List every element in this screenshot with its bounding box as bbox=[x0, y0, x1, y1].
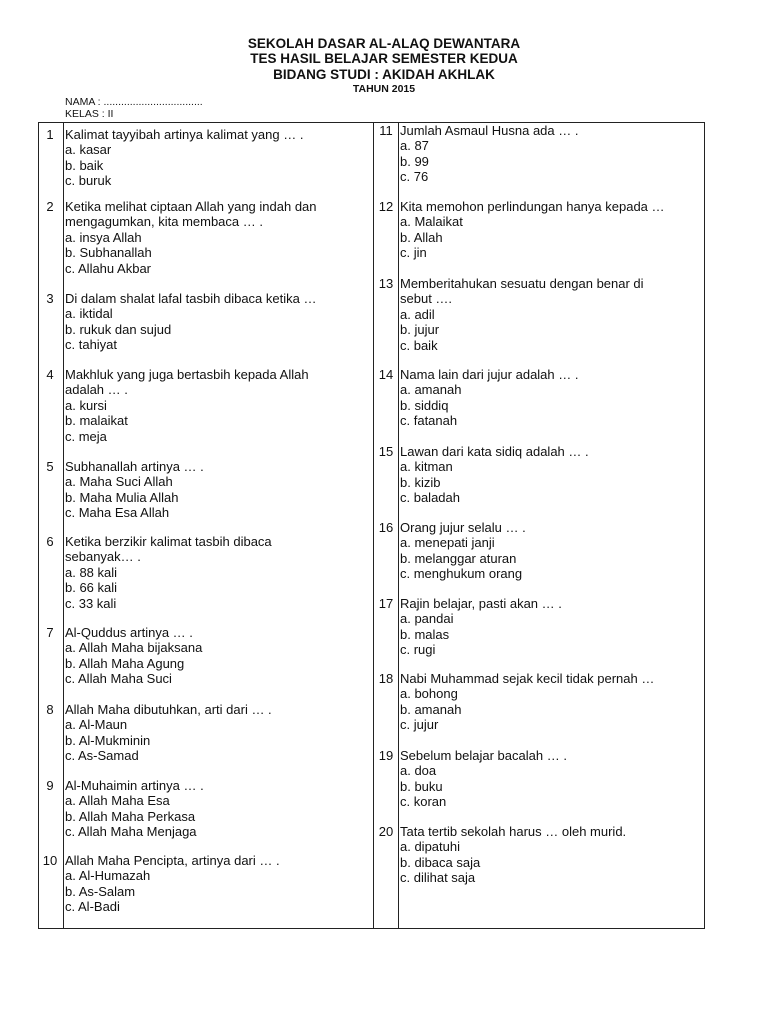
answer-option: b. malaikat bbox=[65, 413, 128, 429]
question-number: 17 bbox=[378, 596, 394, 611]
question-number: 20 bbox=[378, 824, 394, 839]
answer-option: c. tahiyat bbox=[65, 337, 118, 353]
center-divider bbox=[373, 123, 374, 928]
answer-option: a. dipatuhi bbox=[400, 839, 460, 855]
answer-option: c. As-Samad bbox=[65, 748, 139, 764]
school-name: SEKOLAH DASAR AL-ALAQ DEWANTARA bbox=[247, 36, 521, 51]
answer-option: a. doa bbox=[400, 763, 437, 779]
name-field: NAMA : .................................. bbox=[65, 96, 203, 108]
question-14 bbox=[400, 367, 578, 429]
answer-option: a. amanah bbox=[400, 382, 462, 398]
question-number: 11 bbox=[379, 123, 393, 138]
question-18 bbox=[400, 671, 654, 733]
answer-option: b. 66 kali bbox=[65, 580, 118, 596]
answer-option: c. Al-Badi bbox=[65, 899, 120, 915]
question-text: Makhluk yang juga bertasbih kepada Allah bbox=[65, 367, 309, 382]
question-number: 14 bbox=[378, 367, 394, 382]
answer-option: a. pandai bbox=[400, 611, 454, 627]
answer-option: b. Allah Maha Perkasa bbox=[65, 808, 196, 824]
left-number-divider bbox=[63, 123, 64, 928]
question-5 bbox=[65, 459, 204, 521]
answer-option: a. Allah Maha bijaksana bbox=[65, 640, 203, 656]
answer-option: b. 99 bbox=[400, 153, 429, 169]
answer-option: b. kizib bbox=[400, 474, 441, 490]
question-number: 5 bbox=[46, 459, 54, 474]
question-10 bbox=[65, 853, 280, 915]
question-number: 13 bbox=[378, 276, 394, 291]
answer-option: c. Maha Esa Allah bbox=[65, 505, 170, 521]
answer-option: a. 87 bbox=[400, 138, 429, 154]
question-number: 16 bbox=[378, 520, 394, 535]
answer-option: c. fatanah bbox=[400, 413, 458, 429]
question-text: Al-Quddus artinya … . bbox=[65, 625, 193, 640]
question-number: 7 bbox=[46, 625, 54, 640]
question-text: Nabi Muhammad sejak kecil tidak pernah … bbox=[400, 671, 655, 686]
class-field: KELAS : II bbox=[65, 108, 114, 120]
answer-option: b. buku bbox=[400, 778, 443, 794]
answer-option: c. baik bbox=[400, 337, 438, 353]
question-16 bbox=[400, 520, 526, 582]
question-text: Kita memohon perlindungan hanya kepada … bbox=[400, 199, 665, 214]
question-12 bbox=[400, 199, 665, 261]
question-number: 12 bbox=[378, 199, 394, 214]
question-17 bbox=[400, 596, 562, 658]
answer-option: a. 88 kali bbox=[65, 564, 118, 580]
question-number: 3 bbox=[46, 291, 54, 306]
answer-option: a. Malaikat bbox=[400, 214, 463, 230]
answer-option: b. dibaca saja bbox=[400, 854, 481, 870]
answer-option: a. Maha Suci Allah bbox=[65, 474, 173, 490]
question-text: Jumlah Asmaul Husna ada … . bbox=[400, 123, 579, 138]
question-text: sebut …. bbox=[400, 291, 453, 307]
question-7 bbox=[65, 625, 202, 687]
question-9 bbox=[65, 778, 204, 840]
year-label: TAHUN 2015 bbox=[352, 83, 416, 95]
question-table bbox=[38, 122, 705, 929]
question-text: sebanyak… . bbox=[65, 549, 141, 565]
answer-option: c. Allahu Akbar bbox=[65, 260, 151, 276]
answer-option: b. Subhanallah bbox=[65, 245, 152, 261]
question-number: 10 bbox=[42, 853, 58, 868]
question-2 bbox=[65, 199, 317, 276]
question-number: 15 bbox=[378, 444, 394, 459]
question-19 bbox=[400, 748, 567, 810]
question-11 bbox=[400, 123, 578, 185]
answer-option: b. jujur bbox=[400, 322, 440, 338]
answer-option: a. Al-Humazah bbox=[65, 868, 151, 884]
answer-option: c. menghukum orang bbox=[400, 566, 523, 582]
question-text: Al-Muhaimin artinya … . bbox=[65, 778, 204, 793]
answer-option: c. jin bbox=[400, 245, 427, 261]
answer-option: a. menepati janji bbox=[400, 535, 495, 551]
answer-option: b. malas bbox=[400, 626, 450, 642]
question-number: 19 bbox=[378, 748, 394, 763]
question-number: 2 bbox=[46, 199, 54, 214]
answer-option: a. Al-Maun bbox=[65, 717, 128, 733]
answer-option: c. 76 bbox=[400, 169, 429, 185]
answer-option: c. Allah Maha Suci bbox=[65, 671, 172, 687]
question-number: 6 bbox=[46, 534, 54, 549]
question-text: Tata tertib sekolah harus … oleh murid. bbox=[400, 824, 627, 839]
question-text: Di dalam shalat lafal tasbih dibaca ketika … bbox=[65, 291, 317, 306]
question-text: mengagumkan, kita membaca … . bbox=[65, 214, 263, 230]
question-20 bbox=[400, 824, 626, 886]
question-text: Rajin belajar, pasti akan … . bbox=[400, 596, 562, 611]
answer-option: b. baik bbox=[65, 157, 104, 173]
answer-option: c. baladah bbox=[400, 490, 460, 506]
answer-option: a. Allah Maha Esa bbox=[65, 793, 170, 809]
answer-option: c. meja bbox=[65, 428, 107, 444]
right-number-divider bbox=[398, 123, 399, 928]
question-8 bbox=[65, 702, 272, 764]
answer-option: c. koran bbox=[400, 794, 447, 810]
question-text: Sebelum belajar bacalah … . bbox=[400, 748, 567, 763]
test-title: TES HASIL BELAJAR SEMESTER KEDUA bbox=[250, 51, 518, 66]
answer-option: a. bohong bbox=[400, 686, 458, 702]
answer-option: c. Allah Maha Menjaga bbox=[65, 824, 197, 840]
answer-option: c. rugi bbox=[400, 642, 436, 658]
question-number: 4 bbox=[46, 367, 54, 382]
answer-option: a. iktidal bbox=[65, 306, 113, 322]
answer-option: a. kursi bbox=[65, 397, 107, 413]
question-text: Kalimat tayyibah artinya kalimat yang … . bbox=[65, 127, 304, 142]
question-text: Ketika berzikir kalimat tasbih dibaca bbox=[65, 534, 272, 549]
question-13 bbox=[400, 276, 644, 353]
answer-option: b. Al-Mukminin bbox=[65, 732, 151, 748]
answer-option: c. jujur bbox=[400, 717, 439, 733]
answer-option: a. insya Allah bbox=[65, 229, 142, 245]
question-number: 1 bbox=[46, 127, 54, 142]
question-text: Allah Maha Pencipta, artinya dari … . bbox=[65, 853, 280, 868]
question-6 bbox=[65, 534, 272, 611]
answer-option: b. rukuk dan sujud bbox=[65, 321, 172, 337]
question-text: Ketika melihat ciptaan Allah yang indah dan bbox=[65, 199, 317, 214]
answer-option: a. adil bbox=[400, 306, 435, 322]
question-15 bbox=[400, 444, 589, 506]
answer-option: b. Allah bbox=[400, 229, 443, 245]
question-number: 9 bbox=[46, 778, 54, 793]
answer-option: c. dilihat saja bbox=[400, 870, 476, 886]
question-text: Orang jujur selalu … . bbox=[400, 520, 526, 535]
answer-option: b. siddiq bbox=[400, 397, 449, 413]
answer-option: a. kitman bbox=[400, 459, 453, 475]
answer-option: b. Maha Mulia Allah bbox=[65, 489, 179, 505]
answer-option: c. 33 kali bbox=[65, 595, 117, 611]
answer-option: c. buruk bbox=[65, 173, 112, 189]
question-text: Subhanallah artinya … . bbox=[65, 459, 204, 474]
question-3 bbox=[65, 291, 316, 353]
answer-option: b. As-Salam bbox=[65, 883, 136, 899]
question-text: Lawan dari kata sidiq adalah … . bbox=[400, 444, 589, 459]
question-number: 18 bbox=[378, 671, 394, 686]
question-text: Nama lain dari jujur adalah … . bbox=[400, 367, 579, 382]
answer-option: b. amanah bbox=[400, 701, 462, 717]
question-text: adalah … . bbox=[65, 382, 128, 398]
answer-option: b. melanggar aturan bbox=[400, 550, 517, 566]
question-text: Memberitahukan sesuatu dengan benar di bbox=[400, 276, 644, 291]
answer-option: b. Allah Maha Agung bbox=[65, 655, 185, 671]
subject-title: BIDANG STUDI : AKIDAH AKHLAK bbox=[273, 67, 495, 82]
question-number: 8 bbox=[46, 702, 54, 717]
question-4 bbox=[65, 367, 309, 444]
answer-option: a. kasar bbox=[65, 142, 112, 158]
question-1 bbox=[65, 127, 303, 189]
question-text: Allah Maha dibutuhkan, arti dari … . bbox=[65, 702, 272, 717]
